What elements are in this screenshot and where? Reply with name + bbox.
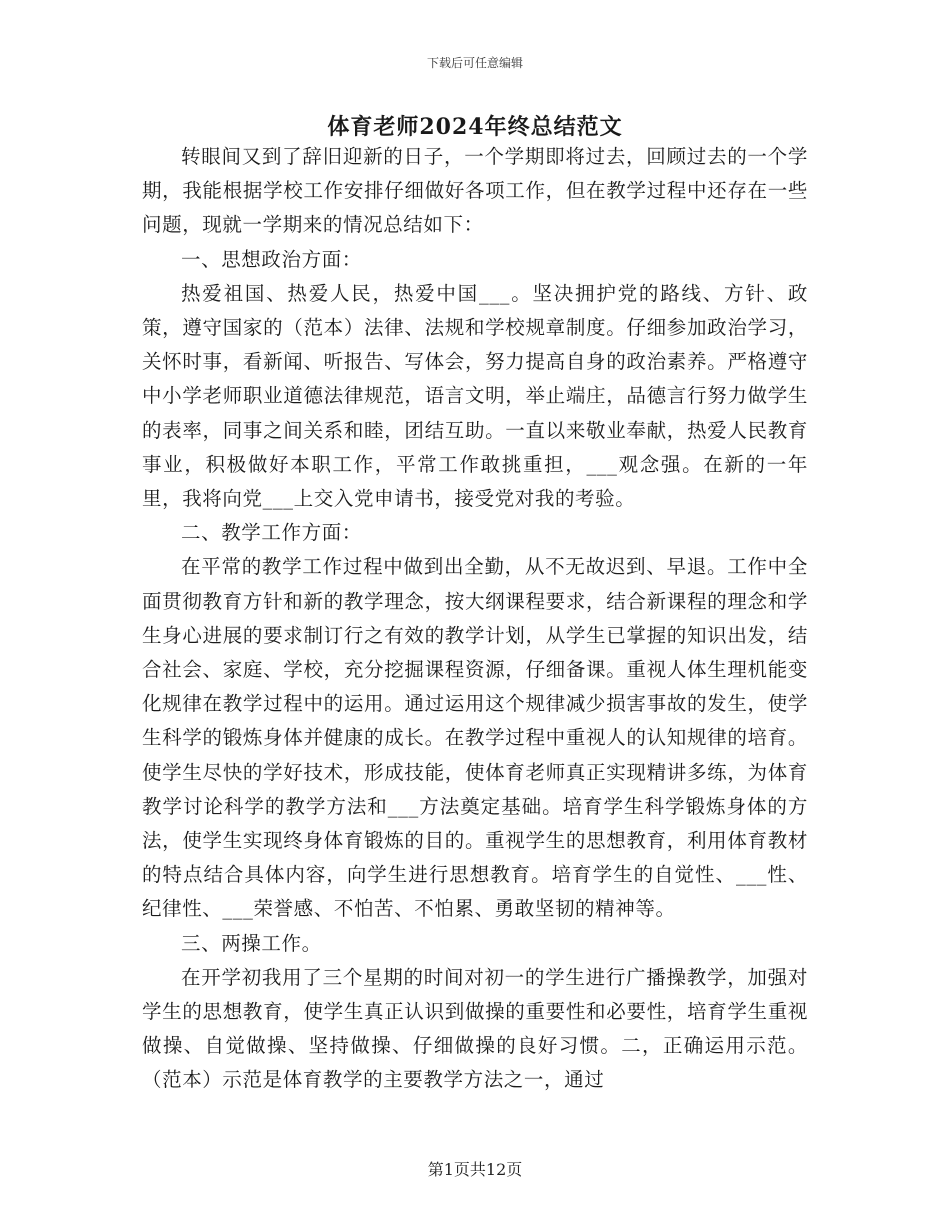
document-title: 体育老师2024年终总结范文 <box>327 114 623 140</box>
document-body <box>142 140 808 1098</box>
paragraph-exercises: 在开学初我用了三个星期的时间对初一的学生进行广播操教学，加强对学生的思想教育，使学生真正认识到做操的重要性和必要性，培育学生重视做操、自觉做操、坚持做操、仔细做操的良好习惯。二，正确运用示范。（范本）示范是体育教学的主要教学方法之一，通过 <box>142 965 808 1092</box>
section-heading-exercises: 三、两操工作。 <box>181 931 322 955</box>
page-header-note: 下载后可任意编辑 <box>426 56 523 70</box>
section-heading-politics: 一、思想政治方面： <box>181 247 362 271</box>
page-footer-number: 第1页共12页 <box>427 1160 523 1179</box>
paragraph-teaching: 在平常的教学工作过程中做到出全勤，从不无故迟到、早退。工作中全面贯彻教育方针和新的教学理念，按大纲课程要求，结合新课程的理念和学生身心进展的要求制订行之有效的教学计划，从学生已掌握的知识出发，结合社会、家庭、学校，充分挖掘课程资源，仔细备课。重视人体生理机能变化规律在教学过程中的运用。通过运用这个规律减少损害事故的发生，使学生科学的锻炼身体并健康的成长。在教学过程中重视人的认知规律的培育。使学生尽快的学好技术，形成技能，使体育老师真正实现精讲多练，为体育教学讨论科学的教学方法和___方法奠定基础。培育学生科学锻炼身体的方法，使学生实现终身体育锻炼的目的。重视学生的思想教育，利用体育教材的特点结合具体内容，向学生进行思想教育。培育学生的自觉性、___性、纪律性、___荣誉感、不怕苦、不怕累、勇敢坚韧的精神等。 <box>142 555 808 921</box>
paragraph-politics: 热爱祖国、热爱人民，热爱中国___。坚决拥护党的路线、方针、政策，遵守国家的（范本）法律、法规和学校规章制度。仔细参加政治学习，关怀时事，看新闻、听报告、写体会，努力提高自身的政治素养。严格遵守中小学老师职业道德法律规范，语言文明，举止端庄，品德言行努力做学生的表率，同事之间关系和睦，团结互助。一直以来敬业奉献，热爱人民教育事业，积极做好本职工作，平常工作敢挑重担，___观念强。在新的一年里，我将向党___上交入党申请书，接受党对我的考验。 <box>142 281 808 511</box>
paragraph-intro: 转眼间又到了辞旧迎新的日子，一个学期即将过去，回顾过去的一个学期，我能根据学校工作安排仔细做好各项工作，但在教学过程中还存在一些问题，现就一学期来的情况总结如下： <box>142 145 808 237</box>
section-heading-teaching: 二、教学工作方面： <box>181 521 362 545</box>
